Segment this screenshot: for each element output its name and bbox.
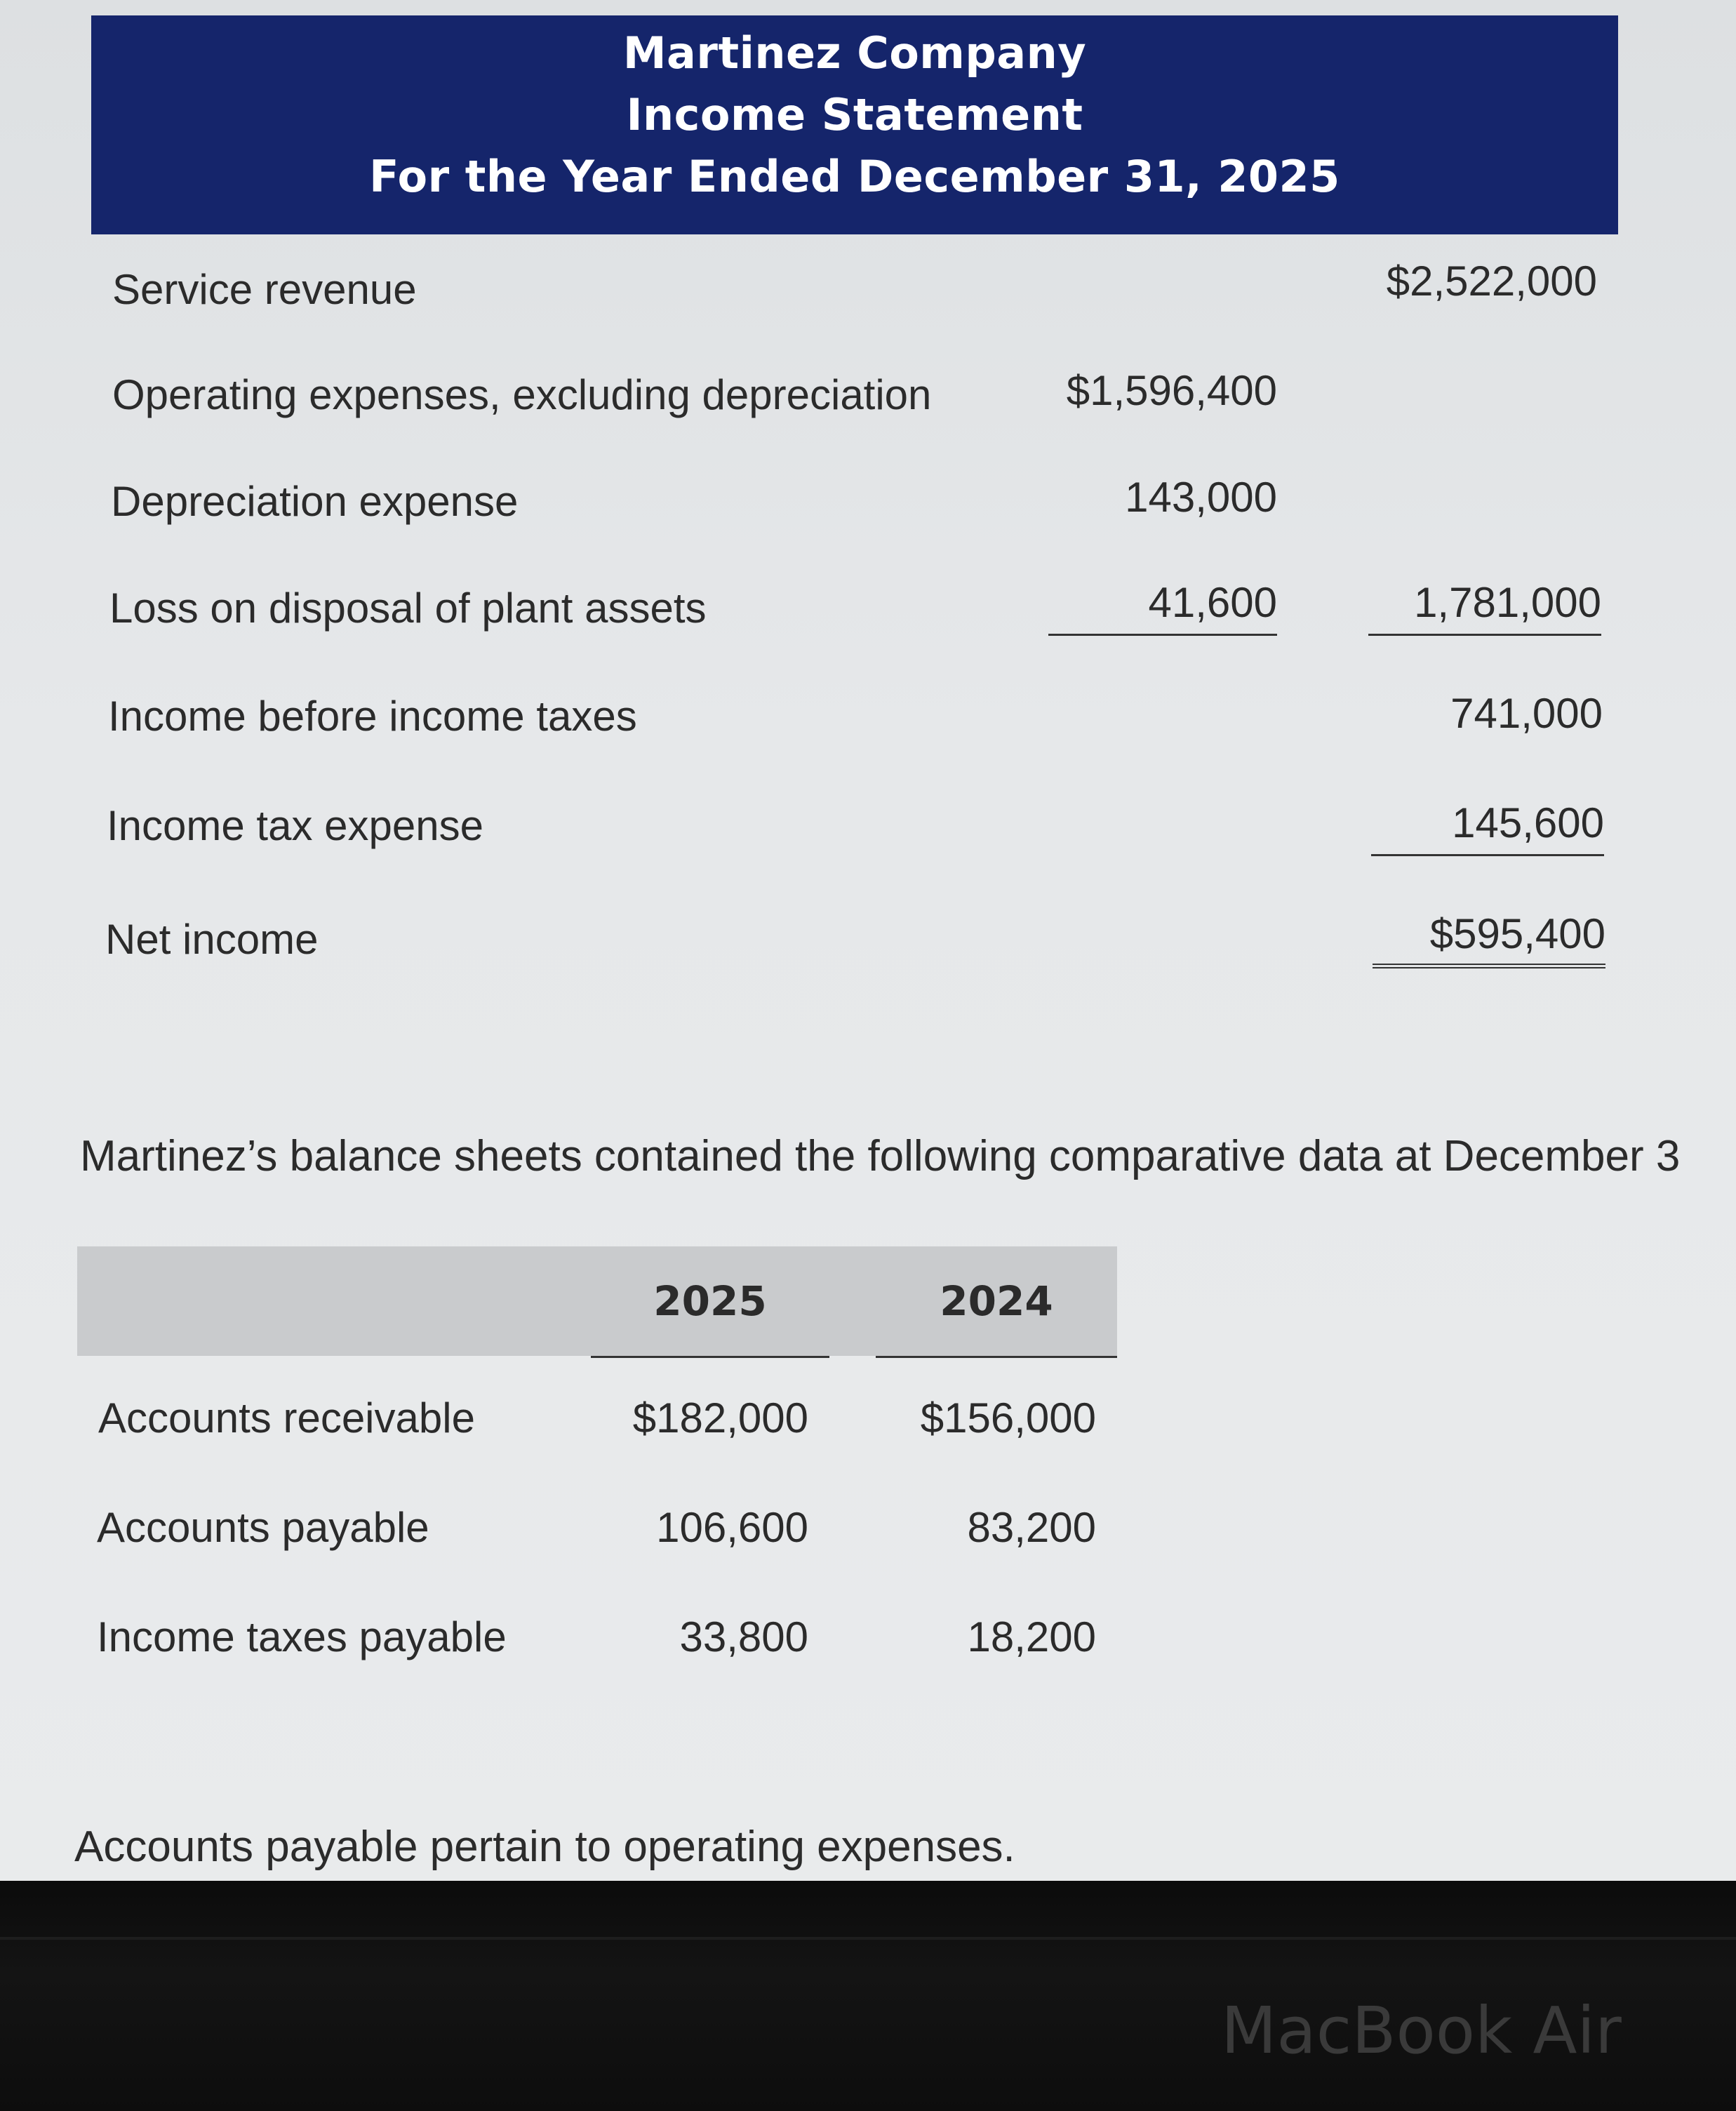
income-taxes-payable-2024: 18,200 [967,1613,1096,1660]
accounts-receivable-2025: $182,000 [632,1394,808,1441]
service-revenue-total: $2,522,000 [1386,258,1597,305]
device-label: MacBook Air [1221,1993,1622,2068]
service-revenue-label: Service revenue [112,266,417,313]
statement-title: Income Statement [626,89,1083,140]
year-2025-header: 2025 [591,1277,829,1358]
accounts-receivable-label: Accounts receivable [98,1394,475,1441]
balance-sheet-intro: Martinez’s balance sheets contained the following comparative data at December 3 [80,1132,1681,1180]
loss-disposal-label: Loss on disposal of plant assets [109,585,707,632]
statement-period: For the Year Ended December 31, 2025 [369,151,1340,202]
accounts-payable-2025: 106,600 [656,1504,808,1551]
accounts-payable-label: Accounts payable [97,1504,429,1551]
accounts-receivable-2024: $156,000 [920,1394,1096,1441]
depreciation-amount: 143,000 [1125,474,1277,521]
net-income-label: Net income [105,916,319,963]
statement-header [91,15,1618,234]
income-before-tax-total: 741,000 [1450,690,1603,737]
year-2024-header: 2024 [876,1277,1117,1358]
income-taxes-payable-2025: 33,800 [679,1613,808,1660]
footnote: Accounts payable pertain to operating expenses. [74,1823,1015,1871]
income-tax-total: 145,600 [1371,799,1604,856]
operating-expenses-amount: $1,596,400 [1066,367,1277,414]
loss-disposal-amount: 41,600 [1048,578,1277,636]
income-taxes-payable-label: Income taxes payable [97,1613,507,1660]
company-name: Martinez Company [622,27,1087,79]
bezel-hinge-line [0,1937,1736,1940]
income-tax-label: Income tax expense [107,802,483,849]
operating-expenses-label: Operating expenses, excluding depreciation [112,371,932,418]
income-before-tax-label: Income before income taxes [108,693,637,740]
accounts-payable-2024: 83,200 [967,1504,1096,1551]
depreciation-label: Depreciation expense [111,478,519,525]
expenses-total: 1,781,000 [1368,578,1601,636]
net-income-total: $595,400 [1373,910,1605,968]
